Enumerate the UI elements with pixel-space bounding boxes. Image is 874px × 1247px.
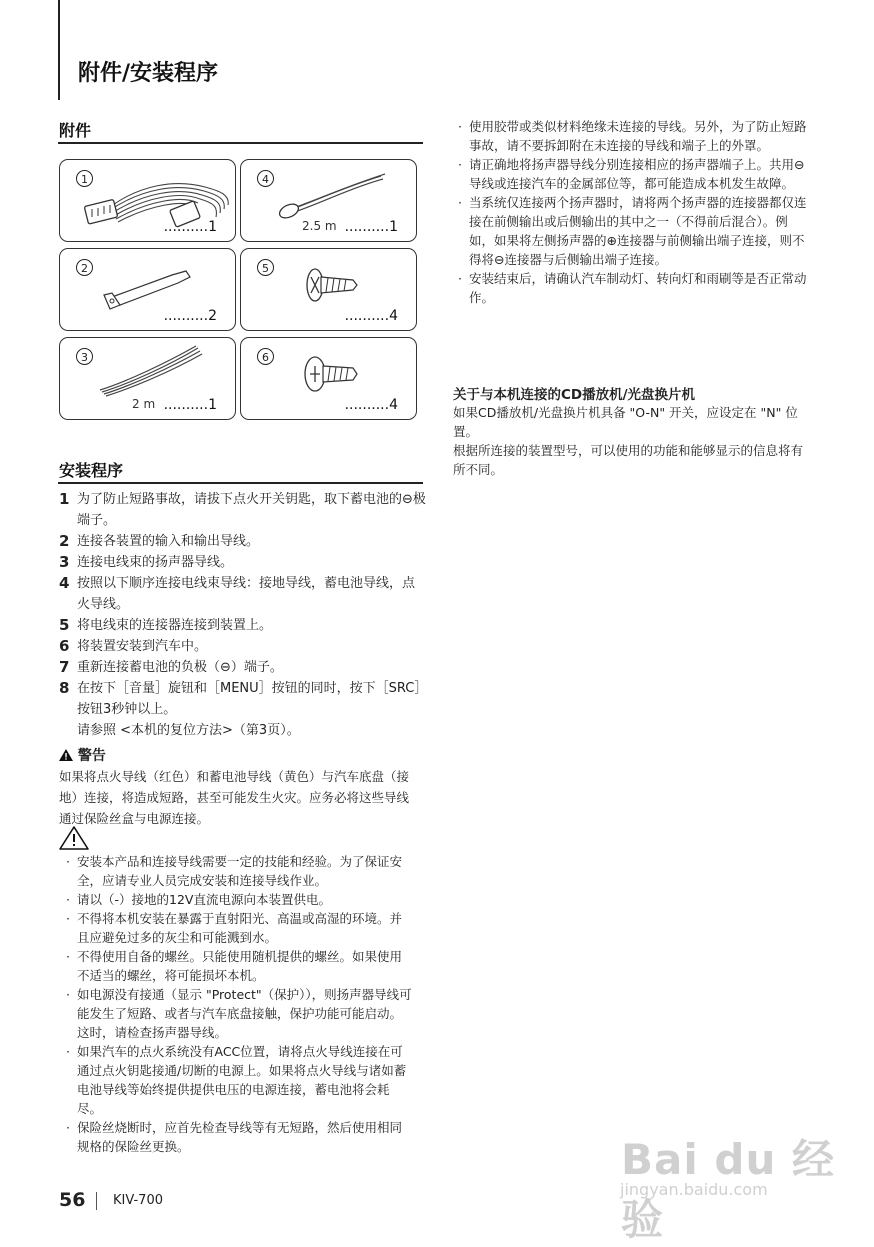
caution-text: 安装本产品和连接导线需要一定的技能和经验。为了保证安全，应请专业人员完成安装和连接导线作业。 <box>77 854 403 888</box>
step-text: 按照以下顺序连接电线束导线：接地导线，蓄电池导线，点火导线。 <box>77 576 416 612</box>
caution-text: 保险丝烧断时，应首先检查导线等有无短路，然后使用相同规格的保险丝更换。 <box>77 1120 403 1154</box>
accessory-box-1 <box>59 159 236 242</box>
caution-item <box>451 155 811 193</box>
caution-item <box>451 193 811 269</box>
step-text: 连接电线束的扬声器导线。 <box>77 555 234 570</box>
step-item <box>59 678 427 741</box>
installation-title: 安装程序 <box>59 461 124 480</box>
step-number: 5 <box>59 616 70 634</box>
ground-wire-illustration <box>88 344 228 399</box>
cd-section-paragraph-2: 根据所连接的装置型号，可以使用的功能和能够显示的信息将有所不同。 <box>453 443 804 477</box>
caution-text: 如电源没有接通（显示 "Protect"（保护）），则扬声器导线可能发生了短路、或者与汽车底盘接触，保护功能可能启动。这时，请检查扬声器导线。 <box>77 987 412 1040</box>
item-quantity: ..........4 <box>344 308 398 324</box>
step-number: 8 <box>59 679 70 697</box>
step-reference: 请参照 <本机的复位方法>（第3页）。 <box>77 723 300 738</box>
watermark-url: jingyan.baidu.com <box>620 1180 768 1199</box>
step-number: 4 <box>59 574 70 592</box>
installation-rule <box>58 482 423 484</box>
footer-separator <box>96 1192 97 1210</box>
page-number: 56 <box>59 1189 86 1211</box>
caution-text: 使用胶带或类似材料绝缘未连接的导线。另外，为了防止短路事故，请不要拆卸附在未连接的导线和端子上的外罩。 <box>469 119 807 153</box>
item-quantity: ..........1 <box>163 397 217 413</box>
step-item <box>59 573 427 615</box>
right-caution-list <box>451 117 811 307</box>
caution-text: 不得使用自备的螺丝。只能使用随机提供的螺丝。如果使用不适当的螺丝，将可能损坏本机。 <box>77 949 403 983</box>
caution-item <box>59 1118 414 1156</box>
accessory-box-2 <box>59 248 236 331</box>
step-item <box>59 615 427 636</box>
caution-item <box>451 269 811 307</box>
caution-item <box>59 909 414 947</box>
installation-steps <box>59 489 427 741</box>
step-text: 将电线束的连接器连接到装置上。 <box>77 618 273 633</box>
caution-text: 不得将本机安装在暴露于直射阳光、高温或高湿的环境。并且应避免过多的灰尘和可能溅到水。 <box>77 911 403 945</box>
item-quantity: ..........1 <box>163 219 217 235</box>
bullet-mark: · <box>458 271 462 286</box>
watermark-logo: Bai du 经验 <box>621 1135 835 1244</box>
caution-text: 当系统仅连接两个扬声器时，请将两个扬声器的连接器都仅连接在前侧输出或后侧输出的其中之一（不得前后混合）。例如，如果将左侧扬声器的⊕连接器与前侧输出端子连接，则不得将⊖连接器与后侧输出端子连接。 <box>469 195 807 267</box>
accessory-box-5 <box>240 248 417 331</box>
round-screw-illustration <box>301 352 371 396</box>
caution-item <box>59 852 414 890</box>
step-item <box>59 531 427 552</box>
item-length: 2.5 m <box>302 219 337 233</box>
bullet-mark: · <box>66 892 70 907</box>
accessories-title: 附件 <box>59 121 92 140</box>
step-number: 3 <box>59 553 70 571</box>
step-item <box>59 657 427 678</box>
step-text: 连接各装置的输入和输出导线。 <box>77 534 260 549</box>
warning-title: 警告 <box>77 748 106 764</box>
accessory-box-4 <box>240 159 417 242</box>
caution-list <box>59 852 414 1156</box>
step-number: 6 <box>59 637 70 655</box>
bullet-mark: · <box>66 949 70 964</box>
flat-screw-illustration <box>301 265 371 307</box>
item-number: 1 <box>76 170 93 187</box>
accessory-box-3 <box>59 337 236 420</box>
caution-item <box>59 1042 414 1118</box>
caution-item <box>59 890 414 909</box>
warning-heading <box>59 745 106 765</box>
step-text: 在按下［音量］旋钮和［MENU］按钮的同时，按下［SRC］按钮3秒钟以上。 <box>77 681 421 717</box>
caution-text: 请正确地将扬声器导线分别连接相应的扬声器端子上。共用⊖导线或连接汽车的金属部位等，都可能造成本机发生故障。 <box>469 157 805 191</box>
page-title: 附件/安装程序 <box>78 61 219 86</box>
model-name: KIV-700 <box>113 1193 163 1208</box>
item-number: 4 <box>257 170 274 187</box>
cd-section-title: 关于与本机连接的CD播放机/光盘换片机 <box>453 387 696 403</box>
step-number: 2 <box>59 532 70 550</box>
step-text: 为了防止短路事故，请拔下点火开关钥匙，取下蓄电池的⊖极端子。 <box>77 492 426 528</box>
caution-text: 请以（-）接地的12V直流电源向本装置供电。 <box>77 892 331 907</box>
accessory-box-6 <box>240 337 417 420</box>
caution-text: 安装结束后，请确认汽车制动灯、转向灯和雨刷等是否正常动作。 <box>469 271 807 305</box>
removal-tool-illustration <box>98 263 218 313</box>
accessories-rule <box>58 142 423 144</box>
item-length: 2 m <box>132 397 156 411</box>
step-text: 将装置安装到汽车中。 <box>77 639 208 654</box>
cd-section-paragraph-1: 如果CD播放机/光盘换片机具备 "O-N" 开关，应设定在 "N" 位置。 <box>453 405 798 439</box>
bullet-mark: · <box>458 195 462 210</box>
caution-item <box>451 117 811 155</box>
bullet-mark: · <box>66 987 70 1002</box>
item-quantity: ..........1 <box>344 219 398 235</box>
bullet-mark: · <box>66 1044 70 1059</box>
step-number: 7 <box>59 658 70 676</box>
item-number: 6 <box>257 348 274 365</box>
extension-wire-illustration <box>271 168 411 223</box>
item-number: 3 <box>76 348 93 365</box>
item-number: 2 <box>76 259 93 276</box>
caution-item <box>59 985 414 1042</box>
step-item <box>59 552 427 573</box>
header-bar <box>58 0 60 100</box>
item-quantity: ..........4 <box>344 397 398 413</box>
step-number: 1 <box>59 490 70 508</box>
caution-text: 如果汽车的点火系统没有ACC位置，请将点火导线连接在可通过点火钥匙接通/切断的电源上。如果将点火导线与诸如蓄电池导线等始终提供提供电压的电源连接，蓄电池将会耗尽。 <box>77 1044 407 1116</box>
step-text: 重新连接蓄电池的负极（⊖）端子。 <box>77 660 283 675</box>
step-item <box>59 489 427 531</box>
item-number: 5 <box>257 259 274 276</box>
bullet-mark: · <box>66 1120 70 1135</box>
caution-icon <box>59 826 89 850</box>
warning-icon <box>59 749 73 761</box>
item-quantity: ..........2 <box>163 308 217 324</box>
bullet-mark: · <box>458 119 462 134</box>
bullet-mark: · <box>66 854 70 869</box>
step-item <box>59 636 427 657</box>
warning-text: 如果将点火导线（红色）和蓄电池导线（黄色）与汽车底盘（接地）连接，将造成短路，甚至可能发生火灾。应务必将这些导线通过保险丝盒与电源连接。 <box>59 769 410 826</box>
bullet-mark: · <box>66 911 70 926</box>
bullet-mark: · <box>458 157 462 172</box>
caution-item <box>59 947 414 985</box>
